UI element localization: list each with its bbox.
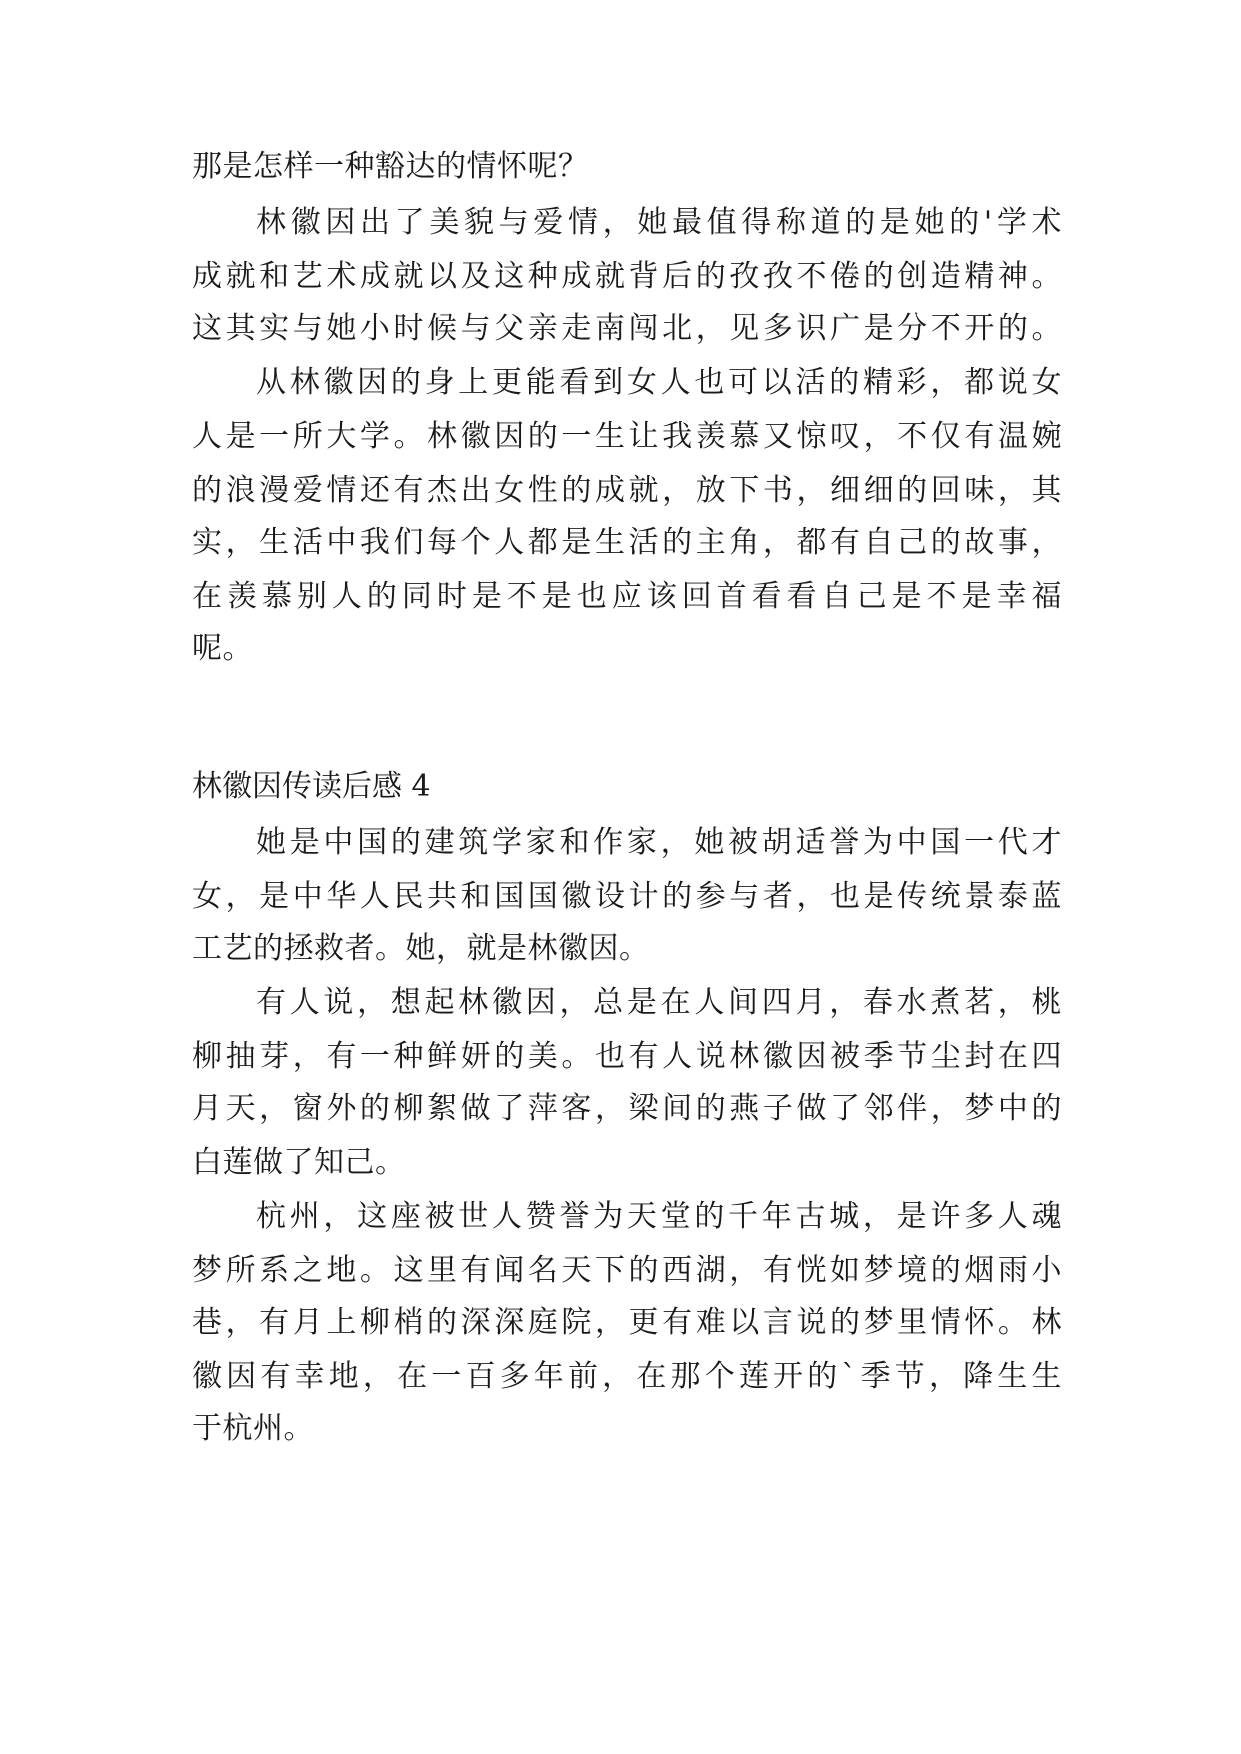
text-line: 白莲做了知己。 bbox=[192, 1145, 406, 1180]
text-line: 有人说，想起林徽因，总是在人间四月，春水煮茗，桃 bbox=[256, 985, 1062, 1020]
text-line: 实，生活中我们每个人都是生活的主角，都有自己的故事， bbox=[192, 525, 1062, 560]
text-line: 柳抽芽，有一种鲜妍的美。也有人说林徽因被季节尘封在四 bbox=[192, 1039, 1062, 1074]
text-line: 呢。 bbox=[192, 631, 253, 666]
text-line: 巷，有月上柳梢的深深庭院，更有难以言说的梦里情怀。林 bbox=[192, 1305, 1062, 1340]
text-line: 工艺的拯救者。她，就是林徽因。 bbox=[192, 931, 650, 966]
text-line: 人是一所大学。林徽因的一生让我羡慕又惊叹，不仅有温婉 bbox=[192, 419, 1062, 454]
text-line: 的浪漫爱情还有杰出女性的成就，放下书，细细的回味，其 bbox=[192, 473, 1062, 508]
text-line: 在羡慕别人的同时是不是也应该回首看看自己是不是幸福 bbox=[192, 579, 1062, 614]
text-line: 她是中国的建筑学家和作家，她被胡适誉为中国一代才 bbox=[256, 825, 1062, 860]
text-line: 那是怎样一种豁达的情怀呢？ bbox=[192, 149, 589, 184]
text-line: 徽因有幸地，在一百多年前，在那个莲开的`季节，降生生 bbox=[192, 1359, 1062, 1394]
text-line: 月天，窗外的柳絮做了萍客，梁间的燕子做了邻伴，梦中的 bbox=[192, 1091, 1062, 1126]
text-line: 林徽因出了美貌与爱情，她最值得称道的是她的'学术 bbox=[256, 205, 1062, 240]
text-line: 于杭州。 bbox=[192, 1411, 314, 1446]
text-line: 成就和艺术成就以及这种成就背后的孜孜不倦的创造精神。 bbox=[192, 259, 1062, 294]
text-line: 从林徽因的身上更能看到女人也可以活的精彩，都说女 bbox=[256, 365, 1062, 400]
text-line: 梦所系之地。这里有闻名天下的西湖，有恍如梦境的烟雨小 bbox=[192, 1253, 1062, 1288]
text-line: 杭州，这座被世人赞誉为天堂的千年古城，是许多人魂 bbox=[256, 1199, 1062, 1234]
section-heading: 林徽因传读后感 4 bbox=[192, 769, 431, 804]
text-line: 这其实与她小时候与父亲走南闯北，见多识广是分不开的。 bbox=[192, 311, 1062, 346]
text-line: 女，是中华人民共和国国徽设计的参与者，也是传统景泰蓝 bbox=[192, 879, 1062, 914]
